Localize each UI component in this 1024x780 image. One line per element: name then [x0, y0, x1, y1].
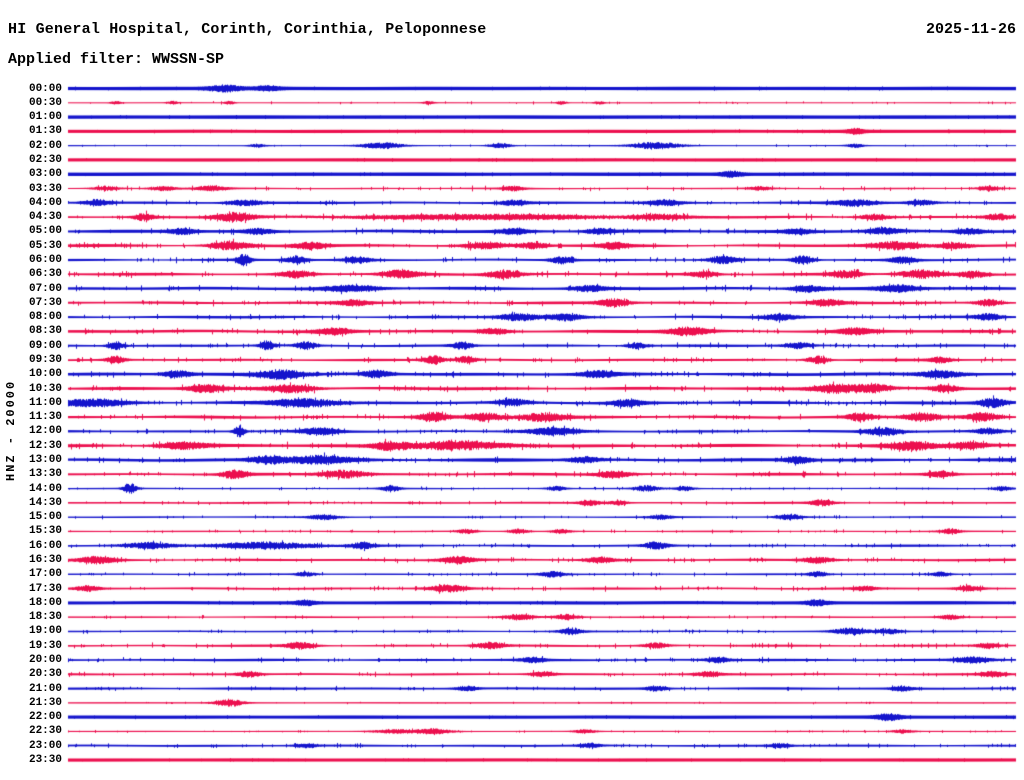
trace-time-label: 07:30 — [28, 296, 62, 309]
trace-time-label: 18:00 — [28, 596, 62, 609]
trace-time-label: 00:00 — [28, 82, 62, 95]
trace-time-label: 09:00 — [28, 339, 62, 352]
trace-time-label: 04:00 — [28, 196, 62, 209]
trace-time-label: 19:00 — [28, 625, 62, 638]
trace-time-label: 18:30 — [28, 611, 62, 624]
trace-time-label: 16:30 — [28, 553, 62, 566]
trace-time-label: 08:00 — [28, 311, 62, 324]
trace-time-label: 16:00 — [28, 539, 62, 552]
trace-time-label: 12:30 — [28, 439, 62, 452]
trace-time-label: 13:00 — [28, 453, 62, 466]
trace-time-label: 22:30 — [28, 725, 62, 738]
trace-time-label: 01:30 — [28, 125, 62, 138]
trace-time-label: 00:30 — [28, 96, 62, 109]
trace-time-label: 14:00 — [28, 482, 62, 495]
trace-time-label: 21:00 — [28, 682, 62, 695]
trace-time-label: 20:00 — [28, 653, 62, 666]
trace-time-label: 22:00 — [28, 711, 62, 724]
trace-time-label: 03:30 — [28, 182, 62, 195]
trace-time-label: 11:00 — [28, 396, 62, 409]
trace-time-label: 08:30 — [28, 325, 62, 338]
trace-time-label: 15:30 — [28, 525, 62, 538]
trace-time-label: 12:00 — [28, 425, 62, 438]
trace-time-label: 19:30 — [28, 639, 62, 652]
trace-time-label: 17:00 — [28, 568, 62, 581]
trace-time-label: 15:00 — [28, 511, 62, 524]
trace-time-label: 10:30 — [28, 382, 62, 395]
trace-time-label: 02:30 — [28, 153, 62, 166]
trace-time-label: 04:30 — [28, 211, 62, 224]
trace-time-label: 02:00 — [28, 139, 62, 152]
trace-time-label: 06:00 — [28, 253, 62, 266]
trace-time-label: 05:30 — [28, 239, 62, 252]
trace-time-label: 23:00 — [28, 739, 62, 752]
trace-time-label: 20:30 — [28, 668, 62, 681]
trace-time-label: 05:00 — [28, 225, 62, 238]
trace-time-label: 10:00 — [28, 368, 62, 381]
trace-time-label: 14:30 — [28, 496, 62, 509]
trace-time-label: 17:30 — [28, 582, 62, 595]
trace-time-label: 06:30 — [28, 268, 62, 281]
trace-time-label: 09:30 — [28, 353, 62, 366]
trace-time-label: 03:00 — [28, 168, 62, 181]
trace-time-label: 11:30 — [28, 411, 62, 424]
trace-time-label: 23:30 — [28, 754, 62, 766]
trace-time-label: 01:00 — [28, 111, 62, 124]
trace-time-label: 13:30 — [28, 468, 62, 481]
trace-time-label: 07:00 — [28, 282, 62, 295]
trace-time-label: 21:30 — [28, 696, 62, 709]
